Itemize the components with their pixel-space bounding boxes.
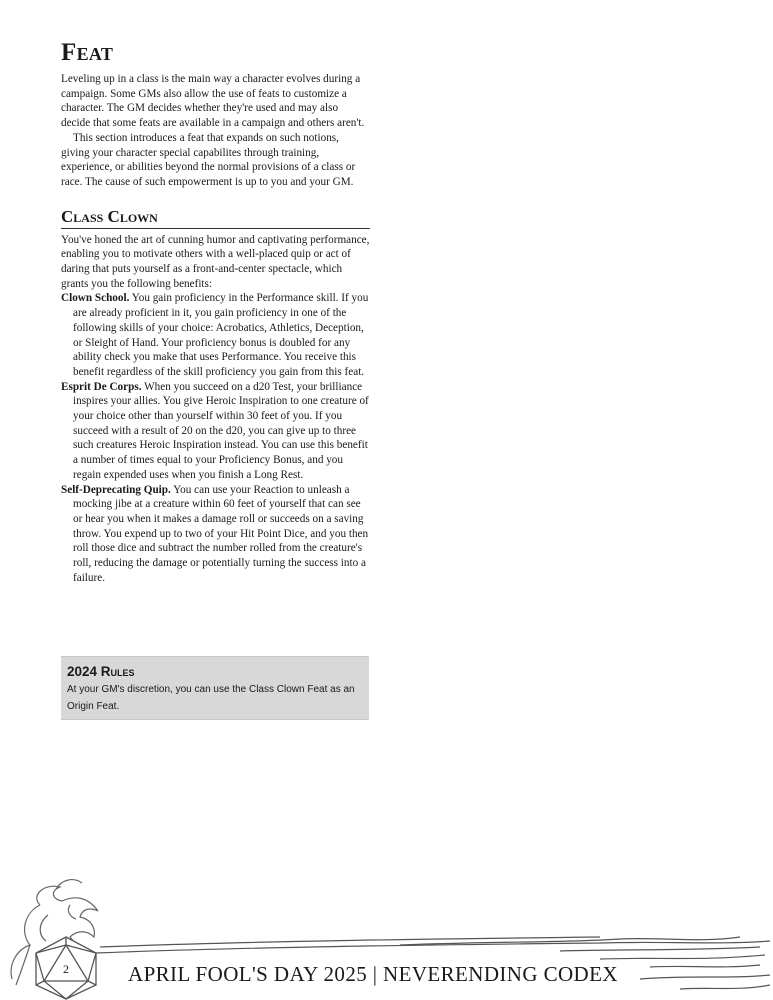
benefit-name: Clown School. [61,292,130,305]
benefit-text: You gain proficiency in the Performance skill. If you are already proficient in it, you gain proficiency in one of the following skills of your choice: Acrobatics, Athletics, Deception, or Sleight of Hand. Your proficiency bonus is doubled for any ability check you make that uses Performance. You receive this benefit regardless of the skill proficiency you gain from this feat. [73,292,369,378]
footer-title: APRIL FOOL'S DAY 2025 | NEVERENDING CODEX [128,962,618,986]
page-number: 2 [63,962,69,976]
benefit-text: When you succeed on a d20 Test, your brilliance inspires your allies. You give Heroic Inspiration to one creature of your choice other than yourself within 30 feet of you. If you succeed with a result of 20 on the d20, you can give up to three such creatures Heroic Inspiration instead. You can use this benefit a number of times equal to your Proficiency Bonus, and you regain expended uses when you finish a Long Rest. [73,380,369,481]
benefit-self-deprecating-quip [61,483,370,586]
rules-box-title: 2024 Rules [67,664,135,679]
benefit-name: Esprit De Corps. [61,380,142,393]
class-clown-heading: Class Clown [61,207,370,229]
class-clown-intro: You've honed the art of cunning humor and captivating performance, enabling you to motivate others with a well-placed quip or act of daring that puts yourself as a front-and-center spectacle, which grants you the following benefits: [61,233,370,290]
benefit-name: Self-Deprecating Quip. [61,483,171,496]
feat-heading: Feat [61,39,114,66]
rules-sidebar-box [61,656,369,720]
rules-box-text: At your GM's discretion, you can use the Class Clown Feat as an Origin Feat. [67,684,355,712]
feat-paragraph-1: Leveling up in a class is the main way a character evolves during a campaign. Some GMs also allow the use of feats to customize a character. The GM decides whether they're used and may also decide that some feats are available in a campaign and others aren't. [61,73,365,130]
main-column [61,38,370,586]
feat-paragraph-2: This section introduces a feat that expands on such notions, giving your character special capabilites through training, experience, or abilities beyond the normal provisions of a class or race. The cause of such empowerment is up to you and your GM. [61,131,356,188]
benefit-esprit-de-corps [61,380,370,483]
benefit-clown-school [61,291,370,379]
benefit-text: You can use your Reaction to unleash a mocking jibe at a creature within 60 feet of yourself that can see or hear you when it makes a damage roll or succeeds on a saving throw. You expend up to two of your Hit Point Dice, and you then roll those dice and subtract the number rolled from the creature's roll, reducing the damage or potentially turning the success into a failure. [73,483,369,584]
